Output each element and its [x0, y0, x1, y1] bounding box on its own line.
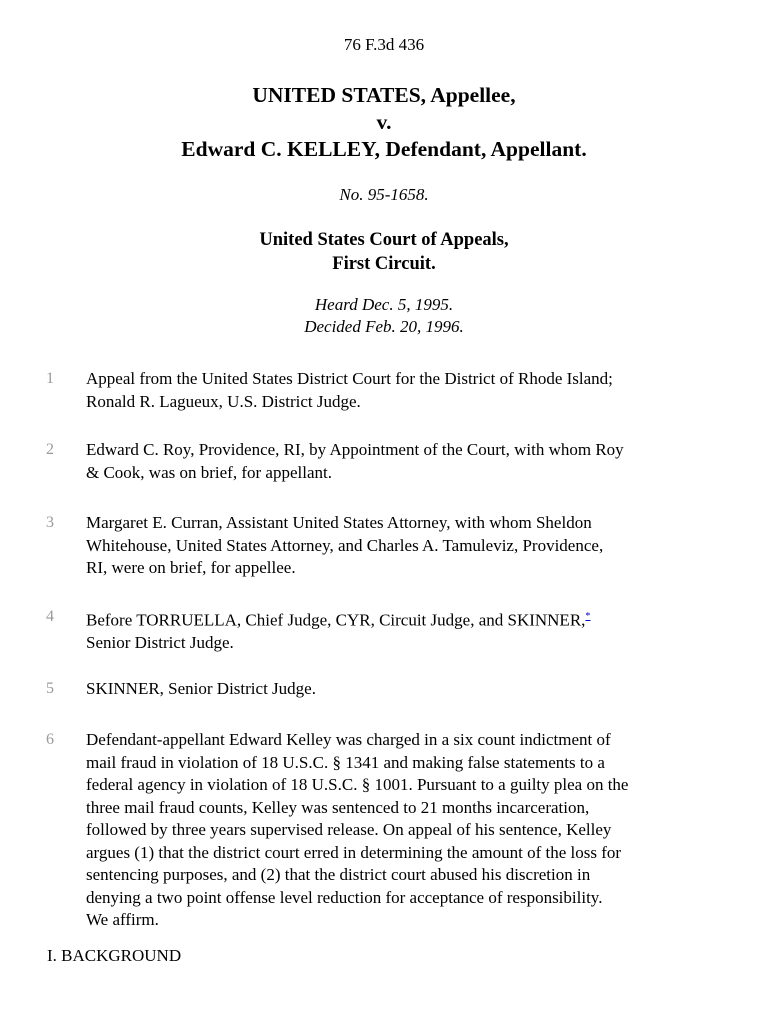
- text-line: Appeal from the United States District Court for the District of Rhode Island;: [86, 369, 613, 388]
- text-line: denying a two point offense level reduction for acceptance of responsibility.: [86, 887, 603, 907]
- paragraph-number: 5: [46, 680, 54, 697]
- text-line: federal agency in violation of 18 U.S.C. § 1001. Pursuant to a guilty plea on the: [86, 775, 629, 794]
- paragraph-number: 4: [46, 608, 54, 625]
- text-line: RI, were on brief, for appellee.: [86, 558, 296, 577]
- paragraph-text: [86, 606, 726, 655]
- paragraph-text: [86, 439, 726, 484]
- text-line: Whitehouse, United States Attorney, and Charles A. Tamuleviz, Providence,: [86, 535, 604, 555]
- text-line: sentencing purposes, and (2) that the district court abused his discretion in: [86, 865, 591, 884]
- text-line: Defendant-appellant Edward Kelley was charged in a six count indictment of: [86, 730, 611, 749]
- case-dates: [0, 294, 768, 338]
- court-line-2: First Circuit.: [332, 254, 436, 274]
- caption-appellee: UNITED STATES, Appellee,: [252, 83, 516, 107]
- caption-appellant: Edward C. KELLEY, Defendant, Appellant.: [181, 137, 587, 161]
- footnote-link[interactable]: *: [585, 611, 591, 622]
- text-line: three mail fraud counts, Kelley was sentenced to 21 months incarceration,: [86, 797, 590, 817]
- paragraph-number: 3: [46, 514, 54, 531]
- text-line: [86, 606, 726, 632]
- text-line: argues (1) that the district court erred in determining the amount of the loss for: [86, 842, 622, 862]
- paragraph-text: [86, 512, 726, 580]
- paragraph-text: [86, 368, 726, 413]
- paragraph-text: [86, 678, 726, 701]
- text-line: Edward C. Roy, Providence, RI, by Appointment of the Court, with whom Roy: [86, 440, 624, 459]
- court-name: [0, 228, 768, 276]
- paragraph-text: [86, 729, 726, 932]
- text-line: SKINNER, Senior District Judge.: [86, 679, 316, 698]
- text-line: We affirm.: [86, 910, 159, 929]
- court-line-1: United States Court of Appeals,: [259, 230, 509, 250]
- text-line: & Cook, was on brief, for appellant.: [86, 462, 332, 482]
- docket-number: No. 95-1658.: [339, 185, 429, 204]
- citation: 76 F.3d 436: [343, 35, 425, 54]
- text-line: Margaret E. Curran, Assistant United States Attorney, with whom Sheldon: [86, 513, 592, 532]
- decided-date: Decided Feb. 20, 1996.: [304, 317, 464, 336]
- text-line: mail fraud in violation of 18 U.S.C. § 1341 and making false statements to a: [86, 752, 605, 772]
- paragraph-number: 6: [46, 731, 54, 748]
- section-heading: I. BACKGROUND: [47, 946, 182, 965]
- panel-judges: Before TORRUELLA, Chief Judge, CYR, Circuit Judge, and SKINNER,: [86, 610, 586, 630]
- paragraph-number: 2: [46, 441, 54, 458]
- paragraph-number: 1: [46, 370, 54, 387]
- caption-versus: v.: [376, 110, 392, 134]
- text-line: Ronald R. Lagueux, U.S. District Judge.: [86, 391, 361, 411]
- text-line: followed by three years supervised release. On appeal of his sentence, Kelley: [86, 820, 612, 839]
- case-caption: [0, 82, 768, 163]
- heard-date: Heard Dec. 5, 1995.: [314, 295, 454, 314]
- text-line: Senior District Judge.: [86, 633, 234, 653]
